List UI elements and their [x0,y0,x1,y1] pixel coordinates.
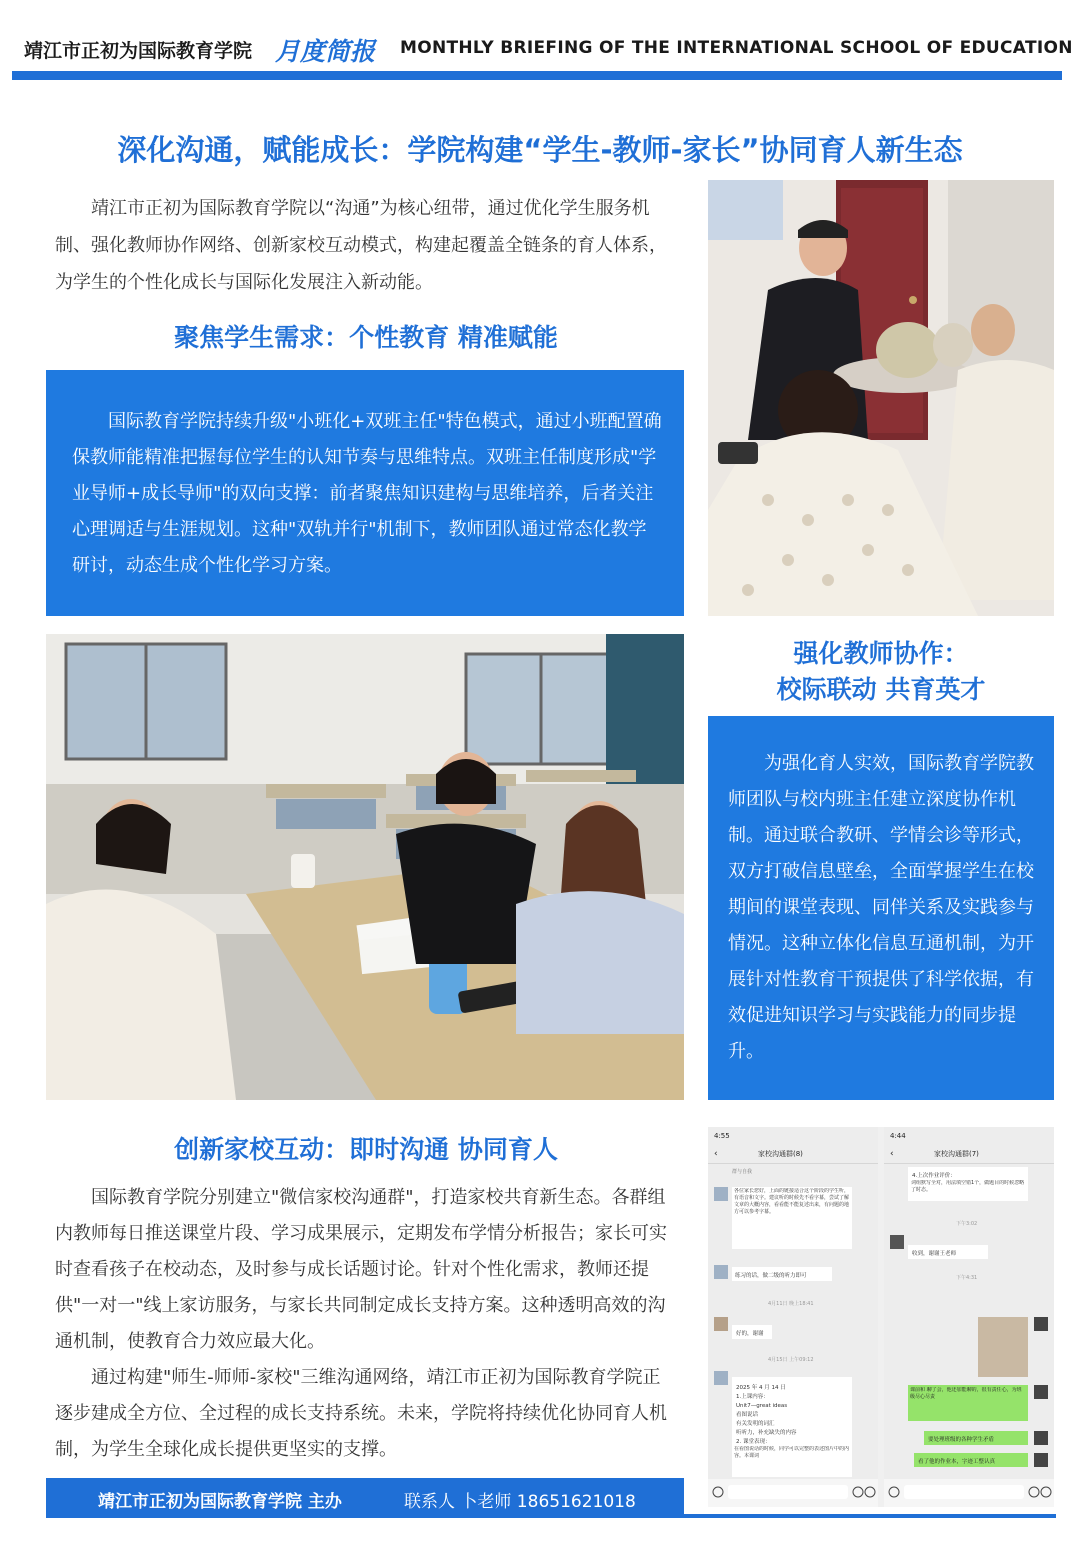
photo-teacher-students-drawing [708,180,1054,616]
left-msg4-line7: 在看图说话的时候，同学可以完整的表述图片中的内容。本课词 [734,1446,850,1459]
left-msg4-line1: 1.上课内容： [736,1394,769,1400]
right-msg-5: 看了他的作业本，字迹工整认真 [918,1459,996,1465]
section2-title [708,636,1054,708]
left-back-icon[interactable]: ‹ [714,1149,718,1159]
right-msg-2: 收到，谢谢王老师 [912,1251,957,1257]
section1-box [46,370,684,616]
left-msg4-line5: 听听力，补充缺失的内容 [736,1430,797,1436]
right-stamp-1: 下午3:02 [956,1221,978,1227]
right-back-icon[interactable]: ‹ [890,1149,894,1159]
left-msg4-line2: Unit7—great ideas [736,1403,788,1409]
left-msg4-line3: 看图说话 [736,1412,759,1418]
header-divider [12,71,1062,80]
section2-body: 为强化育人实效，国际教育学院教师团队与校内班主任建立深度协作机制。通过联合教研、学情会诊等形式，双方打破信息壁垒，全面掌握学生在校期间的课堂表现、同伴关系及实践参与情况。这种立体化信息互通机制，为开展针对性教育干预提供了科学依据，有效促进知识学习与实践能力的同步提升。 [728,753,1034,1062]
photo-classroom-meeting [46,634,684,1100]
article-title: 深化沟通，赋能成长：学院构建“学生-教师-家长”协同育人新生态 [117,133,963,167]
left-message-input[interactable] [728,1485,848,1499]
footer-host: 靖江市正初为国际教育学院 主办 [98,1492,342,1512]
wechat-group-screenshots [708,1127,1054,1507]
header-school-name: 靖江市正初为国际教育学院 [24,40,253,62]
section2-title-line2: 校际联动 共育英才 [776,675,986,704]
section3-title: 创新家校互动：即时沟通 协同育人 [174,1135,558,1164]
left-msg-2: 练习的话，做二级的听力即可 [735,1273,807,1279]
left-status-time: 4:55 [714,1132,730,1140]
right-status-time: 4:44 [890,1132,906,1140]
wechat-screens-drawing [708,1127,1054,1507]
section1-body: 国际教育学院持续升级"小班化+双班主任"特色模式，通过小班配置确保教师能精准把握每位学生的认知节奏与思维特点。双班主任制度形成"学业导师+成长导师"的双向支撑：前者聚焦知识建构与思维培养，后者关注心理调适与生涯规划。这种"双轨并行"机制下，教师团队通过常态化教学研讨，动态生成个性化学习方案。 [72,411,662,576]
right-stamp-2: 下午4:31 [956,1275,978,1281]
right-msg-4: 要处理班级的各种学生矛盾 [928,1437,995,1443]
footer-contact: 联系人 卜老师 18651621018 [404,1492,636,1512]
intro-paragraph: 靖江市正初为国际教育学院以“沟通”为核心纽带，通过优化学生服务机制、强化教师协作网络、创新家校互动模式，构建起覆盖全链条的育人体系，为学生的个性化成长与国际化发展注入新动能。 [55,198,667,293]
section3-paragraph-1: 国际教育学院分别建立"微信家校沟通群"，打造家校共育新生态。各群组内教师每日推送课堂片段、学习成果展示，定期发布学情分析报告；家长可实时查看孩子在校动态，及时参与成长话题讨论。针对个性化需求，教师还提供"一对一"线上家访服务，与家长共同制定成长支持方案。这种透明高效的沟通机制，使教育合力效应最大化。 [55,1187,667,1352]
left-msg4-date: 2025 年 4 月 14 日 [736,1385,786,1391]
section1-title: 聚焦学生需求：个性教育 精准赋能 [174,323,558,352]
left-msg-1: 各位家长您好，上面的链接适合这个阶段的学生听，有语音和文字。建议听的时候先不看字幕，尝试了解文章的大概内容，看看能不能复述出来，有问题的地方可以参考字幕。 [734,1188,850,1215]
header-monthly-title: 月度简报 [275,37,376,66]
left-notice: 群与自我 [732,1169,753,1175]
right-msg1-line2: 词组默写全对，用法填空错1个，做题目的时候忽略了时态。 [911,1180,1025,1193]
left-stamp-2: 4月15日 上午09:12 [768,1357,814,1363]
photo-classroom-meeting-drawing [46,634,684,1100]
right-msg-3: 课前和 聊了会，他还加能聊的，很有责任心，为班级尽心尽责 [910,1387,1022,1400]
section2-title-line1: 强化教师协作： [793,639,969,668]
bottom-divider [46,1514,1056,1518]
header-english-title: MONTHLY BRIEFING OF THE INTERNATIONAL SCHOOL OF EDUCATION [400,38,1073,58]
left-msg4-line6: 2. 课堂表现： [736,1439,771,1445]
footer-bar [46,1478,684,1516]
section3-body [55,1180,675,1468]
left-msg4-line4: 有关发明的词汇 [736,1421,775,1427]
section2-box [708,716,1054,1100]
left-stamp-1: 4月11日 晚上18:41 [768,1301,814,1307]
left-msg-3: 好的，谢谢 [736,1331,764,1337]
photo-teacher-students [708,180,1054,616]
left-chat-title: 家校沟通群(8) [758,1150,803,1158]
right-chat-title: 家校沟通群(7) [934,1150,979,1158]
section3-paragraph-2: 通过构建"师生-师师-家校"三维沟通网络，靖江市正初为国际教育学院正逐步建成全方位、全过程的成长支持系统。未来，学院将持续优化协同育人机制，为学生全球化成长提供更坚实的支撑。 [55,1367,667,1460]
right-msg1-line1: 4.上次作业评价： [912,1173,956,1179]
right-message-input[interactable] [904,1485,1024,1499]
